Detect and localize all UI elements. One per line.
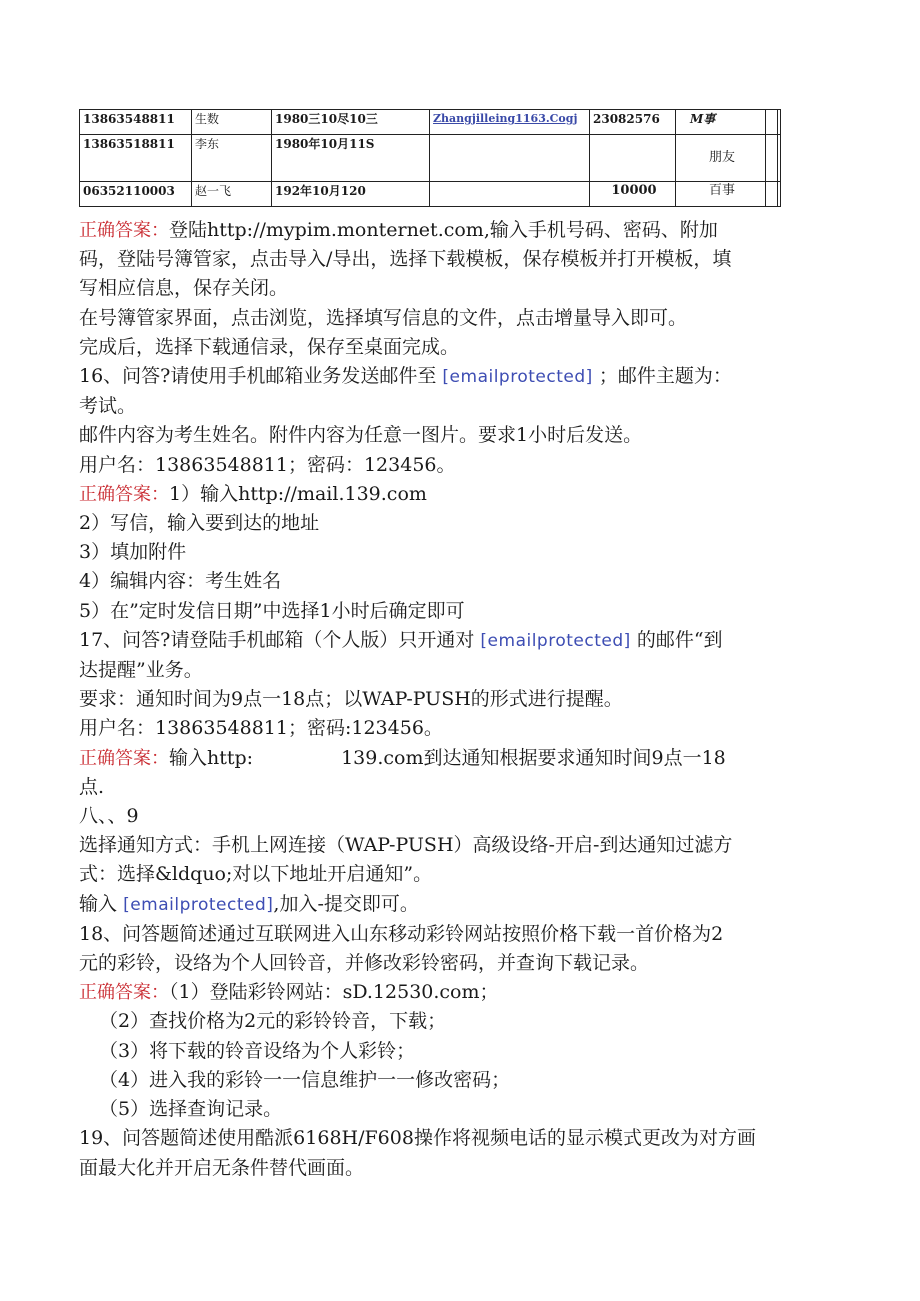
cell-group: 百事 (676, 182, 766, 207)
question-18: 18、问答题简述通过互联网进入山东移动彩铃网站按照价格下载一首价格为2 (79, 922, 724, 945)
table-row (80, 182, 781, 207)
cell-code: 23082576 (590, 110, 676, 135)
cell-email: Zhangjilleing1163.Cogj (430, 110, 590, 135)
cell-birthday: 1980三10尽10三 (272, 110, 430, 135)
cell-email (430, 135, 590, 182)
cell-birthday: 1980年10月11S (272, 135, 430, 182)
cell-extra (766, 135, 778, 182)
cell-code: 10000 (590, 182, 676, 207)
text-line: 在号簿管家界面，点击浏览，选择填写信息的文件，点击增量导入即可。 (79, 306, 688, 329)
answer-label: 正确答案： (79, 220, 169, 241)
text-line: 邮件内容为考生姓名。附件内容为任意一图片。要求1小时后发送。 (79, 424, 643, 447)
answer-label: 正确答案： (79, 483, 169, 505)
text-line: 码，登陆号簿管家，点击导入/导出，选择下载模板，保存模板并打开模板，填 (79, 248, 732, 271)
cell-group: 朋友 (676, 135, 766, 182)
cell-phone: 13863548811 (80, 110, 192, 135)
text-line: 5）在”定时发信日期”中选择1小时后确定即可 (79, 599, 465, 622)
cell-email (430, 182, 590, 207)
text-line: 式：选择&ldquo;对以下地址开启通知”。 (79, 863, 433, 886)
question-19: 19、问答题简述使用酷派6168H/F608操作将视频电话的显示模式更改为对方画 (79, 1127, 756, 1150)
text-line: 用户名：13863548811；密码:123456。 (79, 717, 443, 740)
text-line: 面最大化并开启无条件替代画面。 (79, 1156, 365, 1179)
text-line: （4）进入我的彩铃一一信息维护一一修改密码； (99, 1068, 511, 1091)
text-line: 选择通知方式：手机上网连接（WAP-PUSH）高级设络-开启-到达通知过滤方 (79, 834, 733, 857)
cell-name: 生数 (192, 110, 272, 135)
cell-code (590, 135, 676, 182)
email-protected-link[interactable]: [emailprotected] (123, 894, 274, 915)
text-line: 要求：通知时间为9点一18点；以WAP-PUSH的形式进行提醒。 (79, 688, 623, 711)
cell-group: M事 (676, 110, 766, 135)
cell-extra (778, 135, 781, 182)
text-line: 完成后，选择下载通信录，保存至桌面完成。 (79, 335, 460, 358)
answer-label: 正确答案： (79, 982, 169, 1004)
text-line: 正确答案：1）输入http://mail.139.com (79, 482, 427, 505)
document-body (79, 216, 839, 1183)
email-protected-link[interactable]: [emailprotected] (442, 367, 593, 388)
text-line: 考试。 (79, 395, 137, 418)
text-line: 写相应信息，保存关闭。 (79, 277, 289, 300)
text-line: 3）填加附件 (79, 541, 187, 564)
text-line: 正确答案：（1）登陆彩铃网站：sD.12530.com； (79, 981, 499, 1004)
text-line: 用户名：13863548811；密码：123456。 (79, 453, 456, 476)
cell-birthday: 192年10月120 (272, 182, 430, 207)
cell-extra (766, 182, 778, 207)
text-line: （2）查找价格为2元的彩铃铃音，下载； (99, 1010, 447, 1033)
text-line: 正确答案：输入http: 139.com到达通知根据要求通知时间9点一18 (79, 746, 726, 769)
text-line: 正确答案：登陆http://mypim.monternet.com,输入手机号码、密码、附加 (79, 219, 718, 241)
text-line: 2）写信，输入要到达的地址 (79, 512, 320, 535)
text-line: 八、、9 (79, 805, 139, 828)
question-17: 17、问答?请登陆手机邮箱（个人版）只开通对 [emailprotected] 的邮件“到 (79, 628, 723, 651)
contacts-table (79, 109, 781, 207)
cell-name: 李东 (192, 135, 272, 182)
cell-name: 赵一飞 (192, 182, 272, 207)
email-protected-link[interactable]: [emailprotected] (480, 630, 631, 651)
cell-phone: 06352110003 (80, 182, 192, 207)
cell-extra (778, 110, 781, 135)
table-row (80, 135, 781, 182)
question-16: 16、问答?请使用手机邮箱业务发送邮件至 [emailprotected] ；邮件主题为： (79, 365, 732, 388)
text-line: 点. (79, 775, 105, 798)
cell-extra (766, 110, 778, 135)
text-line: （3）将下载的铃音设络为个人彩铃； (99, 1039, 416, 1062)
cell-extra (778, 182, 781, 207)
text-line: 元的彩铃，设络为个人回铃音，并修改彩铃密码，并查询下载记录。 (79, 952, 650, 975)
text-line: 达提醒”业务。 (79, 659, 203, 682)
table-row (80, 110, 781, 135)
text-line: 输入 [emailprotected],加入-提交即可。 (79, 892, 419, 915)
text-line: 4）编辑内容：考生姓名 (79, 570, 282, 593)
cell-phone: 13863518811 (80, 135, 192, 182)
answer-label: 正确答案： (79, 747, 169, 769)
text-line: （5）选择查询记录。 (99, 1098, 283, 1121)
